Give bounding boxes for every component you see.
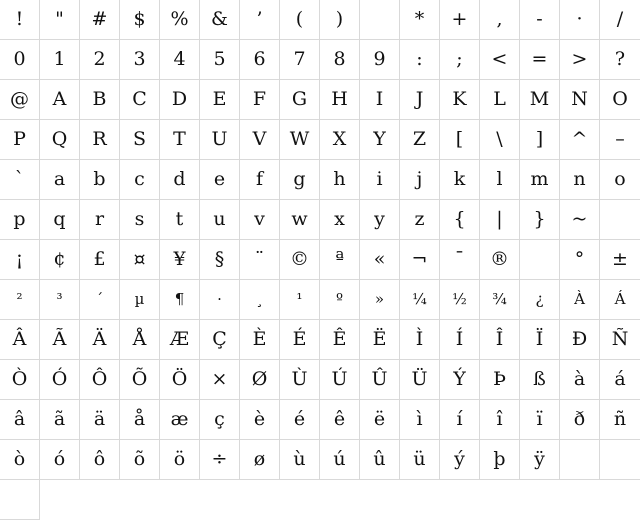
glyph-cell: ²: [0, 280, 40, 320]
glyph-cell: ö: [160, 440, 200, 480]
glyph-cell: µ: [120, 280, 160, 320]
glyph-cell: X: [320, 120, 360, 160]
glyph-cell: Â: [0, 320, 40, 360]
glyph-cell: S: [120, 120, 160, 160]
glyph-cell: Ñ: [600, 320, 640, 360]
glyph-cell: Ò: [0, 360, 40, 400]
glyph-cell: Ð: [560, 320, 600, 360]
glyph-cell: ¶: [160, 280, 200, 320]
glyph-cell: d: [160, 160, 200, 200]
glyph-cell: ï: [520, 400, 560, 440]
glyph-cell: ß: [520, 360, 560, 400]
glyph-cell: ¯: [440, 240, 480, 280]
glyph-cell: þ: [480, 440, 520, 480]
glyph-cell: º: [320, 280, 360, 320]
glyph-cell: ·: [560, 0, 600, 40]
glyph-cell: Z: [400, 120, 440, 160]
glyph-cell: H: [320, 80, 360, 120]
glyph-cell: û: [360, 440, 400, 480]
glyph-cell: E: [200, 80, 240, 120]
glyph-cell: @: [0, 80, 40, 120]
glyph-cell: ê: [320, 400, 360, 440]
glyph-cell: ç: [200, 400, 240, 440]
glyph-cell: ¸: [240, 280, 280, 320]
glyph-cell: ª: [320, 240, 360, 280]
glyph-cell: Þ: [480, 360, 520, 400]
glyph-cell: æ: [160, 400, 200, 440]
glyph-cell: Ô: [80, 360, 120, 400]
glyph-cell: F: [240, 80, 280, 120]
glyph-cell: `: [0, 160, 40, 200]
glyph-cell: g: [280, 160, 320, 200]
glyph-cell: B: [80, 80, 120, 120]
glyph-cell: ù: [280, 440, 320, 480]
glyph-cell: w: [280, 200, 320, 240]
glyph-cell: å: [120, 400, 160, 440]
glyph-cell-empty: [600, 200, 640, 240]
glyph-cell: Ê: [320, 320, 360, 360]
glyph-cell: #: [80, 0, 120, 40]
glyph-cell: (: [280, 0, 320, 40]
glyph-cell: ô: [80, 440, 120, 480]
glyph-cell: Í: [440, 320, 480, 360]
glyph-cell: 0: [0, 40, 40, 80]
glyph-cell: ÿ: [520, 440, 560, 480]
glyph-cell: a: [40, 160, 80, 200]
glyph-cell: D: [160, 80, 200, 120]
glyph-cell: j: [400, 160, 440, 200]
glyph-cell: P: [0, 120, 40, 160]
glyph-cell: §: [200, 240, 240, 280]
glyph-cell-empty: [0, 480, 40, 520]
glyph-cell: ò: [0, 440, 40, 480]
glyph-cell: ;: [440, 40, 480, 80]
glyph-cell: M: [520, 80, 560, 120]
glyph-cell: ì: [400, 400, 440, 440]
glyph-cell-empty: [520, 240, 560, 280]
glyph-cell: T: [160, 120, 200, 160]
glyph-cell: s: [120, 200, 160, 240]
glyph-cell: ÷: [200, 440, 240, 480]
glyph-cell: &: [200, 0, 240, 40]
glyph-cell: ó: [40, 440, 80, 480]
glyph-cell: ,: [480, 0, 520, 40]
glyph-cell: Y: [360, 120, 400, 160]
glyph-cell: ã: [40, 400, 80, 440]
glyph-cell: Æ: [160, 320, 200, 360]
glyph-cell: Ç: [200, 320, 240, 360]
glyph-cell: Å: [120, 320, 160, 360]
glyph-cell: =: [520, 40, 560, 80]
glyph-cell: [: [440, 120, 480, 160]
glyph-cell: ®: [480, 240, 520, 280]
glyph-cell: I: [360, 80, 400, 120]
glyph-cell: ñ: [600, 400, 640, 440]
glyph-cell: \: [480, 120, 520, 160]
glyph-cell: o: [600, 160, 640, 200]
glyph-cell: ^: [560, 120, 600, 160]
glyph-cell: *: [400, 0, 440, 40]
glyph-cell: ´: [80, 280, 120, 320]
glyph-cell: ¾: [480, 280, 520, 320]
glyph-cell-empty: [600, 440, 640, 480]
glyph-cell: t: [160, 200, 200, 240]
glyph-cell: 9: [360, 40, 400, 80]
glyph-cell: Ö: [160, 360, 200, 400]
glyph-cell: N: [560, 80, 600, 120]
glyph-cell: 3: [120, 40, 160, 80]
glyph-cell: -: [520, 0, 560, 40]
glyph-cell: m: [520, 160, 560, 200]
glyph-cell: $: [120, 0, 160, 40]
glyph-cell: ý: [440, 440, 480, 480]
glyph-cell: «: [360, 240, 400, 280]
glyph-cell: !: [0, 0, 40, 40]
glyph-cell: Ä: [80, 320, 120, 360]
glyph-cell: ³: [40, 280, 80, 320]
glyph-cell: Q: [40, 120, 80, 160]
glyph-cell: O: [600, 80, 640, 120]
glyph-cell: ð: [560, 400, 600, 440]
glyph-cell: W: [280, 120, 320, 160]
glyph-cell: u: [200, 200, 240, 240]
glyph-cell: k: [440, 160, 480, 200]
glyph-cell: ¡: [0, 240, 40, 280]
glyph-cell: â: [0, 400, 40, 440]
glyph-cell: Û: [360, 360, 400, 400]
glyph-cell: /: [600, 0, 640, 40]
glyph-cell: {: [440, 200, 480, 240]
glyph-cell: z: [400, 200, 440, 240]
glyph-cell: Ý: [440, 360, 480, 400]
glyph-cell: À: [560, 280, 600, 320]
glyph-cell: ä: [80, 400, 120, 440]
glyph-cell: ¨: [240, 240, 280, 280]
glyph-cell: f: [240, 160, 280, 200]
glyph-cell: È: [240, 320, 280, 360]
glyph-cell: á: [600, 360, 640, 400]
glyph-cell: A: [40, 80, 80, 120]
glyph-cell: J: [400, 80, 440, 120]
glyph-cell: b: [80, 160, 120, 200]
glyph-cell: L: [480, 80, 520, 120]
glyph-cell: ¥: [160, 240, 200, 280]
glyph-cell: i: [360, 160, 400, 200]
glyph-cell: Ï: [520, 320, 560, 360]
glyph-cell: l: [480, 160, 520, 200]
glyph-cell: É: [280, 320, 320, 360]
glyph-cell: %: [160, 0, 200, 40]
glyph-cell: h: [320, 160, 360, 200]
glyph-cell: v: [240, 200, 280, 240]
glyph-cell: p: [0, 200, 40, 240]
glyph-cell: ú: [320, 440, 360, 480]
glyph-cell: Ú: [320, 360, 360, 400]
glyph-cell: à: [560, 360, 600, 400]
glyph-cell: |: [480, 200, 520, 240]
glyph-cell: 1: [40, 40, 80, 80]
glyph-cell: n: [560, 160, 600, 200]
glyph-cell: <: [480, 40, 520, 80]
glyph-cell: C: [120, 80, 160, 120]
glyph-cell: 8: [320, 40, 360, 80]
glyph-cell: ·: [200, 280, 240, 320]
glyph-cell: ©: [280, 240, 320, 280]
glyph-cell: õ: [120, 440, 160, 480]
glyph-cell: Ü: [400, 360, 440, 400]
glyph-cell: >: [560, 40, 600, 80]
glyph-cell: q: [40, 200, 80, 240]
glyph-cell: ¢: [40, 240, 80, 280]
glyph-cell-empty: [360, 0, 400, 40]
glyph-cell: Ë: [360, 320, 400, 360]
glyph-cell: è: [240, 400, 280, 440]
glyph-cell: ": [40, 0, 80, 40]
glyph-cell: r: [80, 200, 120, 240]
glyph-cell: +: [440, 0, 480, 40]
glyph-cell: y: [360, 200, 400, 240]
glyph-cell: î: [480, 400, 520, 440]
glyph-cell: U: [200, 120, 240, 160]
glyph-cell: ¤: [120, 240, 160, 280]
glyph-cell: }: [520, 200, 560, 240]
glyph-cell: V: [240, 120, 280, 160]
glyph-cell: Ó: [40, 360, 80, 400]
glyph-cell: e: [200, 160, 240, 200]
glyph-cell: :: [400, 40, 440, 80]
glyph-cell: ): [320, 0, 360, 40]
glyph-cell: –: [600, 120, 640, 160]
glyph-cell: 6: [240, 40, 280, 80]
glyph-cell: 2: [80, 40, 120, 80]
glyph-cell: 4: [160, 40, 200, 80]
glyph-cell: 7: [280, 40, 320, 80]
glyph-cell: »: [360, 280, 400, 320]
glyph-cell: Î: [480, 320, 520, 360]
glyph-cell: ×: [200, 360, 240, 400]
glyph-cell: £: [80, 240, 120, 280]
glyph-cell: x: [320, 200, 360, 240]
glyph-cell: ¹: [280, 280, 320, 320]
glyph-cell: Ì: [400, 320, 440, 360]
glyph-cell: ~: [560, 200, 600, 240]
glyph-cell: Ù: [280, 360, 320, 400]
glyph-cell: Á: [600, 280, 640, 320]
glyph-cell: ]: [520, 120, 560, 160]
glyph-cell: R: [80, 120, 120, 160]
glyph-cell: Ã: [40, 320, 80, 360]
glyph-cell: í: [440, 400, 480, 440]
glyph-cell: c: [120, 160, 160, 200]
glyph-cell: ø: [240, 440, 280, 480]
glyph-cell: 5: [200, 40, 240, 80]
glyph-cell: ±: [600, 240, 640, 280]
glyph-cell: Õ: [120, 360, 160, 400]
glyph-cell-empty: [560, 440, 600, 480]
glyph-cell: Ø: [240, 360, 280, 400]
glyph-cell: ?: [600, 40, 640, 80]
glyph-cell: ½: [440, 280, 480, 320]
glyph-cell: ¼: [400, 280, 440, 320]
glyph-cell: ¬: [400, 240, 440, 280]
glyph-cell: G: [280, 80, 320, 120]
glyph-cell: K: [440, 80, 480, 120]
glyph-cell: ë: [360, 400, 400, 440]
glyph-cell: °: [560, 240, 600, 280]
glyph-cell: ¿: [520, 280, 560, 320]
glyph-cell: ’: [240, 0, 280, 40]
glyph-cell: ü: [400, 440, 440, 480]
glyph-cell: é: [280, 400, 320, 440]
